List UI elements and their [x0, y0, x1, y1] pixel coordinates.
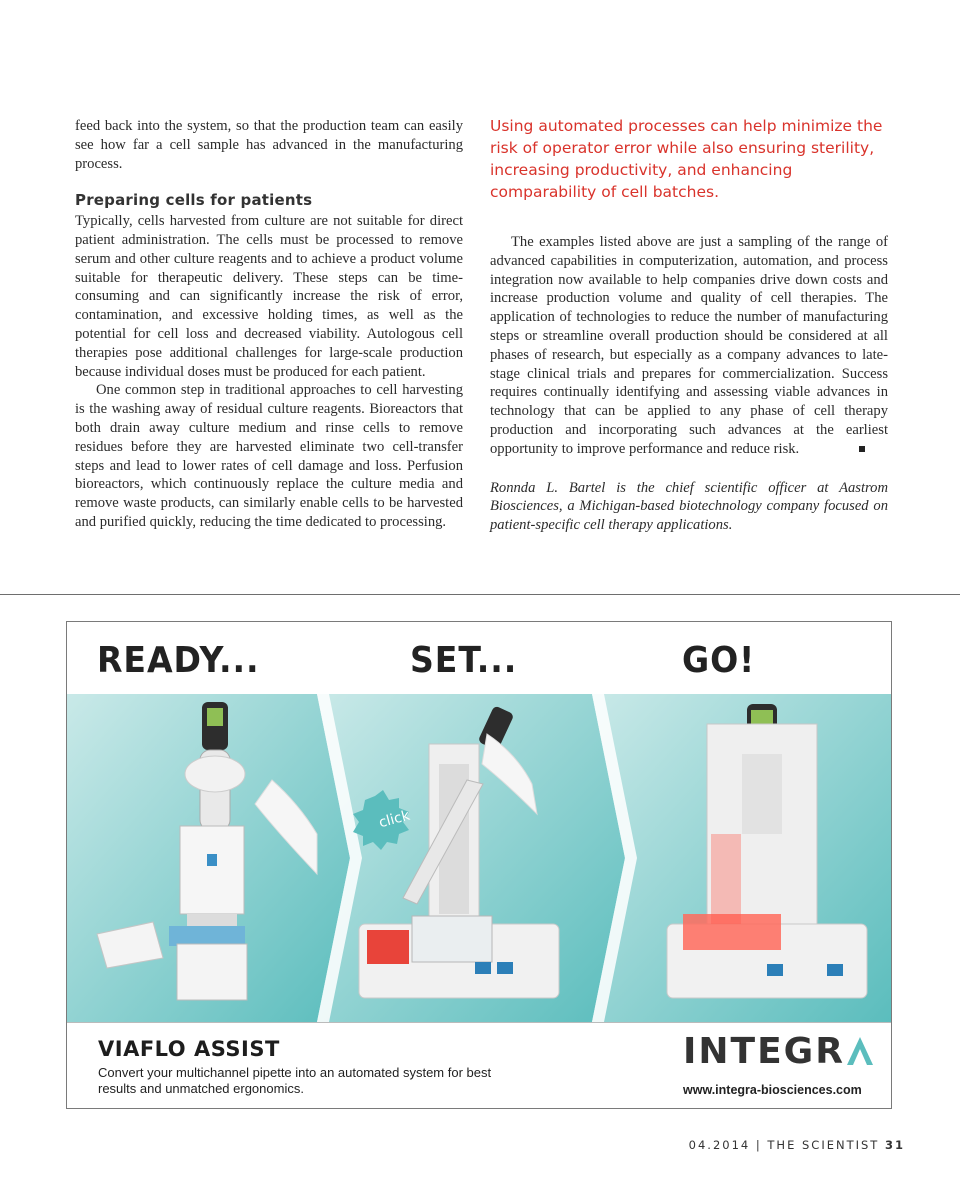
ad-url-link[interactable]: www.integra-biosciences.com — [683, 1083, 862, 1097]
paragraph: feed back into the system, so that the production team can easily see how far a cell sample has advanced in the manufacturing process. — [75, 118, 463, 172]
page-number: 31 — [884, 1138, 905, 1152]
brand-logo-mark-icon — [845, 1031, 875, 1071]
end-mark-icon — [859, 446, 865, 452]
brand-logo — [683, 1031, 875, 1072]
ad-footer — [67, 1022, 891, 1109]
brand-logo-text: INTEGR — [683, 1031, 845, 1072]
paragraph-text: The examples listed above are just a sampling of the range of advanced capabilities in computerization, automation, and process integration now available to help companies drive down costs and increase production volume and quality of cell therapies. The application of technologies to reduce the number of manufacturing steps or streamline overall production should be considered at all phases of research, but especially as a company advances to late-stage clinical trials and prepares for commercialization. Success requires continually identifying and assessing viable advances in technology that can be applied to any phase of cell therapy production and incorporating such advances at the earliest opportunity to improve performance and reduce risk. — [490, 234, 888, 457]
click-label: click — [377, 807, 412, 832]
product-description: Convert your multichannel pipette into an automated system for best results and unmatched ergonomics. — [98, 1065, 492, 1096]
paragraph: One common step in traditional approaches to cell harvesting is the washing away of residual culture reagents. Bioreactors that both drain away culture medium and rinse cells to remove residues before they are harvested eliminate two cell-transfer steps and lead to lower rates of cell damage and loss. Perfusion bioreactors, which continuously replace the culture media and remove waste products, can similarly enable cells to be harvested and purified quickly, reducing the time dedicated to processing. — [75, 382, 463, 530]
issue-label: 04.2014 | THE SCIENTIST — [688, 1138, 880, 1152]
article-right-column — [490, 117, 888, 535]
page-footer — [689, 1138, 905, 1152]
ad-headline-ready: READY... — [97, 640, 260, 681]
article-left-column — [75, 117, 463, 532]
ad-headline — [67, 622, 891, 695]
ad-headline-go: GO! — [682, 640, 756, 681]
advertisement[interactable] — [66, 621, 892, 1109]
pull-quote: Using automated processes can help minimize the risk of operator error while also ensuring sterility, increasing productivity, and enhancing comparability of cell batches. — [490, 117, 883, 201]
paragraph: Typically, cells harvested from culture are not suitable for direct patient administration. The cells must be processed to remove serum and other culture reagents and to achieve a product volume suitable for therapeutic delivery. These steps can be time-consuming and can significantly increase the risk of error, contamination, and excessive holding times, as well as the potential for cell loss and decreased viability. Autologous cell therapies pose additional challenges for large-scale production because individual doses must be produced for each patient. — [75, 213, 463, 380]
divider — [0, 594, 960, 595]
product-name: VIAFLO ASSIST — [98, 1037, 280, 1061]
section-subhead: Preparing cells for patients — [75, 191, 313, 210]
product-illustration — [67, 694, 891, 1022]
ad-product-photo — [67, 694, 891, 1022]
author-bio: Ronnda L. Bartel is the chief scientific officer at Aastrom Biosciences, a Michigan-based biotechnology company focused on patient-specific cell therapy applications. — [490, 479, 888, 534]
paragraph — [490, 233, 888, 459]
ad-headline-set: SET... — [410, 640, 518, 681]
